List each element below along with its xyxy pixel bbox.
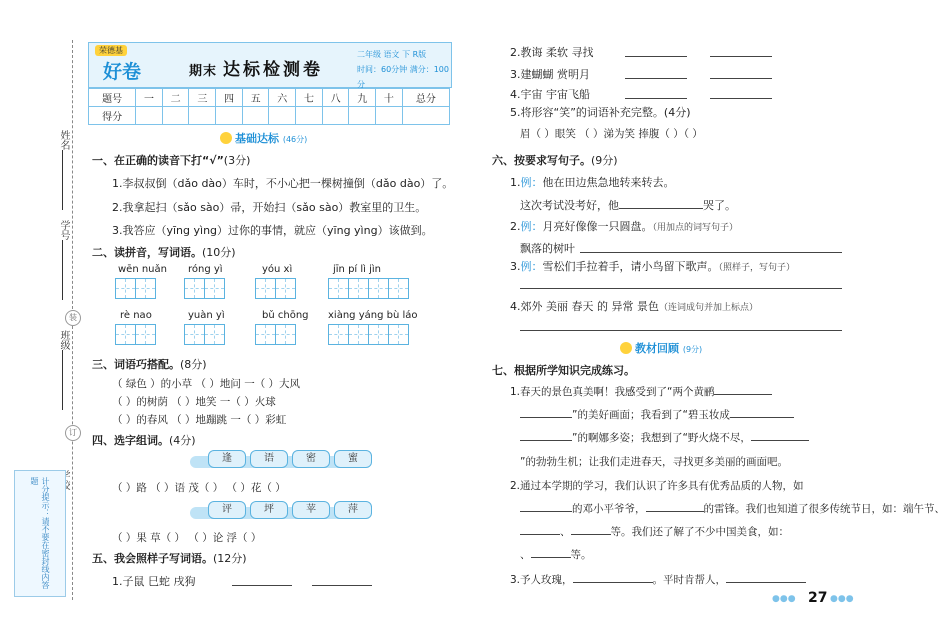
q1-title-text: 一、在正确的读音下打“√”	[92, 154, 224, 167]
answer-blank[interactable]	[646, 511, 704, 512]
id-line	[62, 240, 63, 300]
q7-p2-text-7: 等。	[570, 549, 592, 561]
char-chip: 评	[208, 501, 246, 519]
score-header-row	[89, 89, 450, 107]
basic-banner-title: 基础达标	[235, 132, 279, 145]
seal-circle-2: 订	[65, 425, 81, 441]
q6-item-4-text: 4.郊外 美丽 春天 的 异常 景色	[510, 300, 659, 313]
char-chip: 语	[250, 450, 288, 468]
q3-line-3: （ ）的春风 （ ）地蹦跳 一（ ）彩虹	[112, 414, 287, 426]
review-banner	[620, 340, 702, 356]
score-cell: 七	[296, 89, 323, 107]
answer-blank[interactable]	[573, 582, 653, 583]
brand-logo	[93, 45, 165, 83]
score-cell: 六	[269, 89, 296, 107]
q7-p1-text-2: ”的美好画面；我看到了“碧玉妆成	[572, 409, 730, 421]
q6-title-text: 六、按要求写句子。	[492, 154, 591, 167]
q6-example-3-text: 雪松们手拉着手，请小鸟留下歌声。	[542, 260, 719, 273]
answer-blank[interactable]	[714, 394, 772, 395]
q7-p1-text-3: ”的啊娜多姿；我想到了“野火烧不尽，	[572, 432, 751, 444]
char-grid[interactable]	[255, 324, 295, 345]
answer-blank[interactable]	[625, 98, 687, 99]
q7-p1-line-2	[520, 407, 794, 422]
score-row-label: 得分	[89, 107, 136, 125]
char-grid[interactable]	[328, 278, 408, 299]
char-chip: 密	[292, 450, 330, 468]
answer-blank[interactable]	[520, 417, 572, 418]
char-chip: 苹	[292, 501, 330, 519]
answer-blank[interactable]	[625, 56, 687, 57]
q7-p3-text-2: 。平时肯帮人，	[652, 574, 727, 586]
answer-blank[interactable]	[520, 440, 572, 441]
q4-line-2: （ ）果 草（ ） （ ）论 浮（ ）	[112, 532, 262, 544]
q7-p2-text-6: 、	[520, 549, 531, 561]
q1-line-2: 2.我拿起扫（sǎo sào）帚，开始扫（sǎo sào）教室里的卫生。	[112, 201, 427, 214]
q7-p2-text-3: 的雷锋。我们也知道了很多传统节日，如：端午节、	[703, 503, 945, 515]
char-grid[interactable]	[184, 278, 224, 299]
answer-blank[interactable]	[751, 440, 809, 441]
q6-example-1-text: 他在田边焦急地转来转去。	[542, 176, 675, 189]
exam-info	[357, 47, 451, 92]
score-blank	[269, 107, 296, 125]
basic-banner	[220, 130, 307, 146]
q1-line-1: 1.李叔叔倒（dǎo dào）车时，不小心把一棵树撞倒（dǎo dào）了。	[112, 177, 454, 190]
q7-title: 七、根据所学知识完成练习。	[492, 364, 635, 377]
char-chip: 萍	[334, 501, 372, 519]
review-banner-title: 教材回顾	[635, 342, 679, 355]
pinyin: wēn nuǎn	[118, 264, 167, 275]
q6-answer-1-suffix: 哭了。	[703, 199, 736, 212]
score-blank	[136, 107, 163, 125]
q7-p1-text-1: 1.春天的景色真美啊！我感受到了“两个黄鹂	[510, 386, 715, 398]
exam-title-main: 达标检测卷	[223, 60, 324, 80]
q5-5-fill: 眉（ ）眼笑 （ ）涕为笑 捧腹（ ）（ ）	[520, 128, 703, 140]
score-cell: 二	[162, 89, 189, 107]
q1-points: (3分)	[223, 154, 251, 167]
answer-blank[interactable]	[520, 534, 560, 535]
binding-margin	[0, 0, 80, 640]
q1-title	[92, 152, 250, 168]
q6-num-1: 1.	[510, 176, 521, 189]
page-number: 27	[808, 590, 828, 606]
answer-blank[interactable]	[710, 56, 772, 57]
answer-blank[interactable]	[520, 330, 842, 331]
pinyin: xiàng yáng bù láo	[328, 310, 418, 321]
char-chip: 逢	[208, 450, 246, 468]
pinyin: bǔ chōng	[262, 310, 309, 321]
time-info: 时间：60分钟 满分：100分	[357, 65, 449, 89]
q3-title-text: 三、词语巧搭配。	[92, 358, 180, 371]
score-cell: 总分	[402, 89, 449, 107]
answer-blank[interactable]	[520, 288, 842, 289]
char-grid[interactable]	[115, 278, 155, 299]
q7-p3-text-1: 3.予人玫瑰，	[510, 574, 573, 586]
answer-blank[interactable]	[571, 534, 611, 535]
q5-5-points: (4分)	[663, 106, 691, 119]
score-blank	[216, 107, 243, 125]
name-label: 姓名	[58, 130, 69, 150]
q6-answer-1	[520, 197, 736, 213]
q2-points: (10分)	[202, 246, 236, 259]
score-cell: 八	[322, 89, 349, 107]
q6-item-4-note: （连词成句并加上标点）	[658, 303, 758, 313]
basic-banner-points: (46分)	[282, 135, 308, 144]
score-cell: 五	[242, 89, 269, 107]
q6-example-2	[510, 218, 738, 234]
char-grid[interactable]	[255, 278, 295, 299]
note-text: 计分提示：请不要在密封线内答题	[30, 477, 50, 589]
q7-p2-line-3	[520, 524, 789, 539]
brand-name: 好卷	[103, 61, 142, 83]
q3-line-2: （ ）的树荫 （ ）地笑 一（ ）火球	[112, 396, 276, 408]
name-line	[62, 150, 63, 210]
q3-title	[92, 356, 207, 372]
answer-blank[interactable]	[730, 417, 794, 418]
score-cell: 三	[189, 89, 216, 107]
q4-line-1: （ ）路 （ ）语 茂（ ） （ ）花（ ）	[112, 482, 286, 494]
score-table	[88, 88, 450, 125]
score-blank	[402, 107, 449, 125]
q6-num-3: 3.	[510, 260, 521, 273]
q7-p2-line-1: 2.通过本学期的学习，我们认识了许多具有优秀品质的人物，如	[510, 480, 804, 492]
q6-example-3-note: （照样子，写句子）	[718, 263, 796, 273]
answer-blank[interactable]	[625, 78, 687, 79]
example-label: 例：	[520, 220, 543, 233]
q2-title-text: 二、读拼音，写词语。	[92, 246, 202, 259]
q5-line-1: 1.子鼠 巳蛇 戌狗	[112, 575, 196, 588]
q7-p2-line-2	[520, 501, 945, 516]
exam-title	[189, 55, 323, 80]
answer-blank[interactable]	[580, 252, 842, 253]
q6-title	[492, 152, 618, 168]
pinyin: yuàn yì	[188, 310, 225, 321]
score-blank	[296, 107, 323, 125]
char-grid[interactable]	[328, 324, 408, 345]
pinyin: rè nao	[120, 310, 152, 321]
answer-blank[interactable]	[726, 582, 806, 583]
q7-p2-text-5: 等。我们还了解了不少中国美食，如：	[610, 526, 789, 538]
q6-points: (9分)	[591, 154, 618, 167]
q2-title	[92, 244, 236, 260]
class-label: 班级	[58, 330, 69, 350]
char-grid[interactable]	[115, 324, 155, 345]
q5-title	[92, 550, 247, 566]
brand-tag: 荣德基	[95, 45, 127, 56]
q7-p1-line-4: ”的勃勃生机；让我们走进春天，寻找更多美丽的画面吧。	[520, 456, 788, 468]
exam-title-prefix: 期末	[189, 64, 218, 79]
q6-example-2-note: （用加点的词写句子）	[652, 223, 739, 233]
score-blank	[189, 107, 216, 125]
q3-line-1: （ 绿色 ）的小草 （ ）地问 一（ ）大风	[112, 378, 301, 390]
q6-example-1	[510, 174, 675, 190]
note-box	[14, 470, 66, 597]
q7-p1-line-1	[510, 384, 772, 399]
char-grid[interactable]	[184, 324, 224, 345]
pinyin: jīn pí lì jìn	[333, 264, 382, 275]
pinyin: yóu xì	[262, 264, 293, 275]
seal-circle-1: 装	[65, 310, 81, 326]
q7-p2-text-2: 的邓小平爷爷，	[572, 503, 646, 515]
q5-title-text: 五、我会照样子写词语。	[92, 552, 213, 565]
review-banner-points: (9分)	[682, 345, 703, 354]
example-label: 例：	[520, 260, 543, 273]
q6-answer-1-prefix: 这次考试没考好，他	[520, 199, 619, 212]
grade-info: 二年级 语文 下 R版	[357, 50, 427, 59]
score-cell: 十	[376, 89, 403, 107]
char-chip: 坪	[250, 501, 288, 519]
q7-p2-text-4: 、	[560, 526, 571, 538]
q5-5-text: 5.将形容“笑”的词语补充完整。	[510, 106, 664, 119]
q3-points: (8分)	[180, 358, 207, 371]
answer-blank[interactable]	[531, 557, 571, 558]
q5-line-3: 3.建蝴蝴 赏明月	[510, 68, 590, 81]
q4-title-text: 四、选字组词。	[92, 434, 169, 447]
q6-num-2: 2.	[510, 220, 521, 233]
q7-p1-line-3	[520, 430, 809, 445]
score-blank	[376, 107, 403, 125]
q6-answer-2: 飘落的树叶	[520, 242, 575, 255]
class-line	[62, 350, 63, 410]
score-row	[89, 107, 450, 125]
star-decoration: ●●●	[772, 594, 796, 604]
answer-blank[interactable]	[619, 208, 703, 209]
score-cell: 四	[216, 89, 243, 107]
q5-line-2: 2.教诲 柔软 寻找	[510, 46, 594, 59]
answer-blank[interactable]	[232, 585, 292, 586]
answer-blank[interactable]	[312, 585, 372, 586]
q6-item-4	[510, 298, 758, 314]
example-label: 例：	[520, 176, 543, 189]
score-blank	[162, 107, 189, 125]
q5-5-line	[510, 104, 691, 120]
answer-blank[interactable]	[710, 78, 772, 79]
score-cell: 九	[349, 89, 376, 107]
q5-points: (12分)	[213, 552, 247, 565]
q7-p2-line-4	[520, 547, 592, 562]
q6-example-3	[510, 258, 795, 274]
bulb-icon	[220, 132, 232, 144]
score-cell: 题号	[89, 89, 136, 107]
q4-title	[92, 432, 196, 448]
score-cell: 一	[136, 89, 163, 107]
exam-header	[88, 42, 452, 88]
q4-points: (4分)	[169, 434, 196, 447]
answer-blank[interactable]	[520, 511, 572, 512]
id-label: 学号	[58, 220, 69, 240]
q5-line-4: 4.宇宙 宇宙飞船	[510, 88, 590, 101]
star-decoration: ●●●	[830, 594, 854, 604]
score-blank	[349, 107, 376, 125]
q1-line-3: 3.我答应（yīng yìng）过你的事情，就应（yīng yìng）该做到。	[112, 224, 433, 237]
char-chip: 蜜	[334, 450, 372, 468]
score-blank	[242, 107, 269, 125]
q6-example-2-text: 月亮好像像一只圆盘。	[542, 220, 653, 233]
score-blank	[322, 107, 349, 125]
q7-p3-line	[510, 572, 806, 587]
answer-blank[interactable]	[710, 98, 772, 99]
pinyin: róng yì	[188, 264, 223, 275]
crown-icon	[620, 342, 632, 354]
